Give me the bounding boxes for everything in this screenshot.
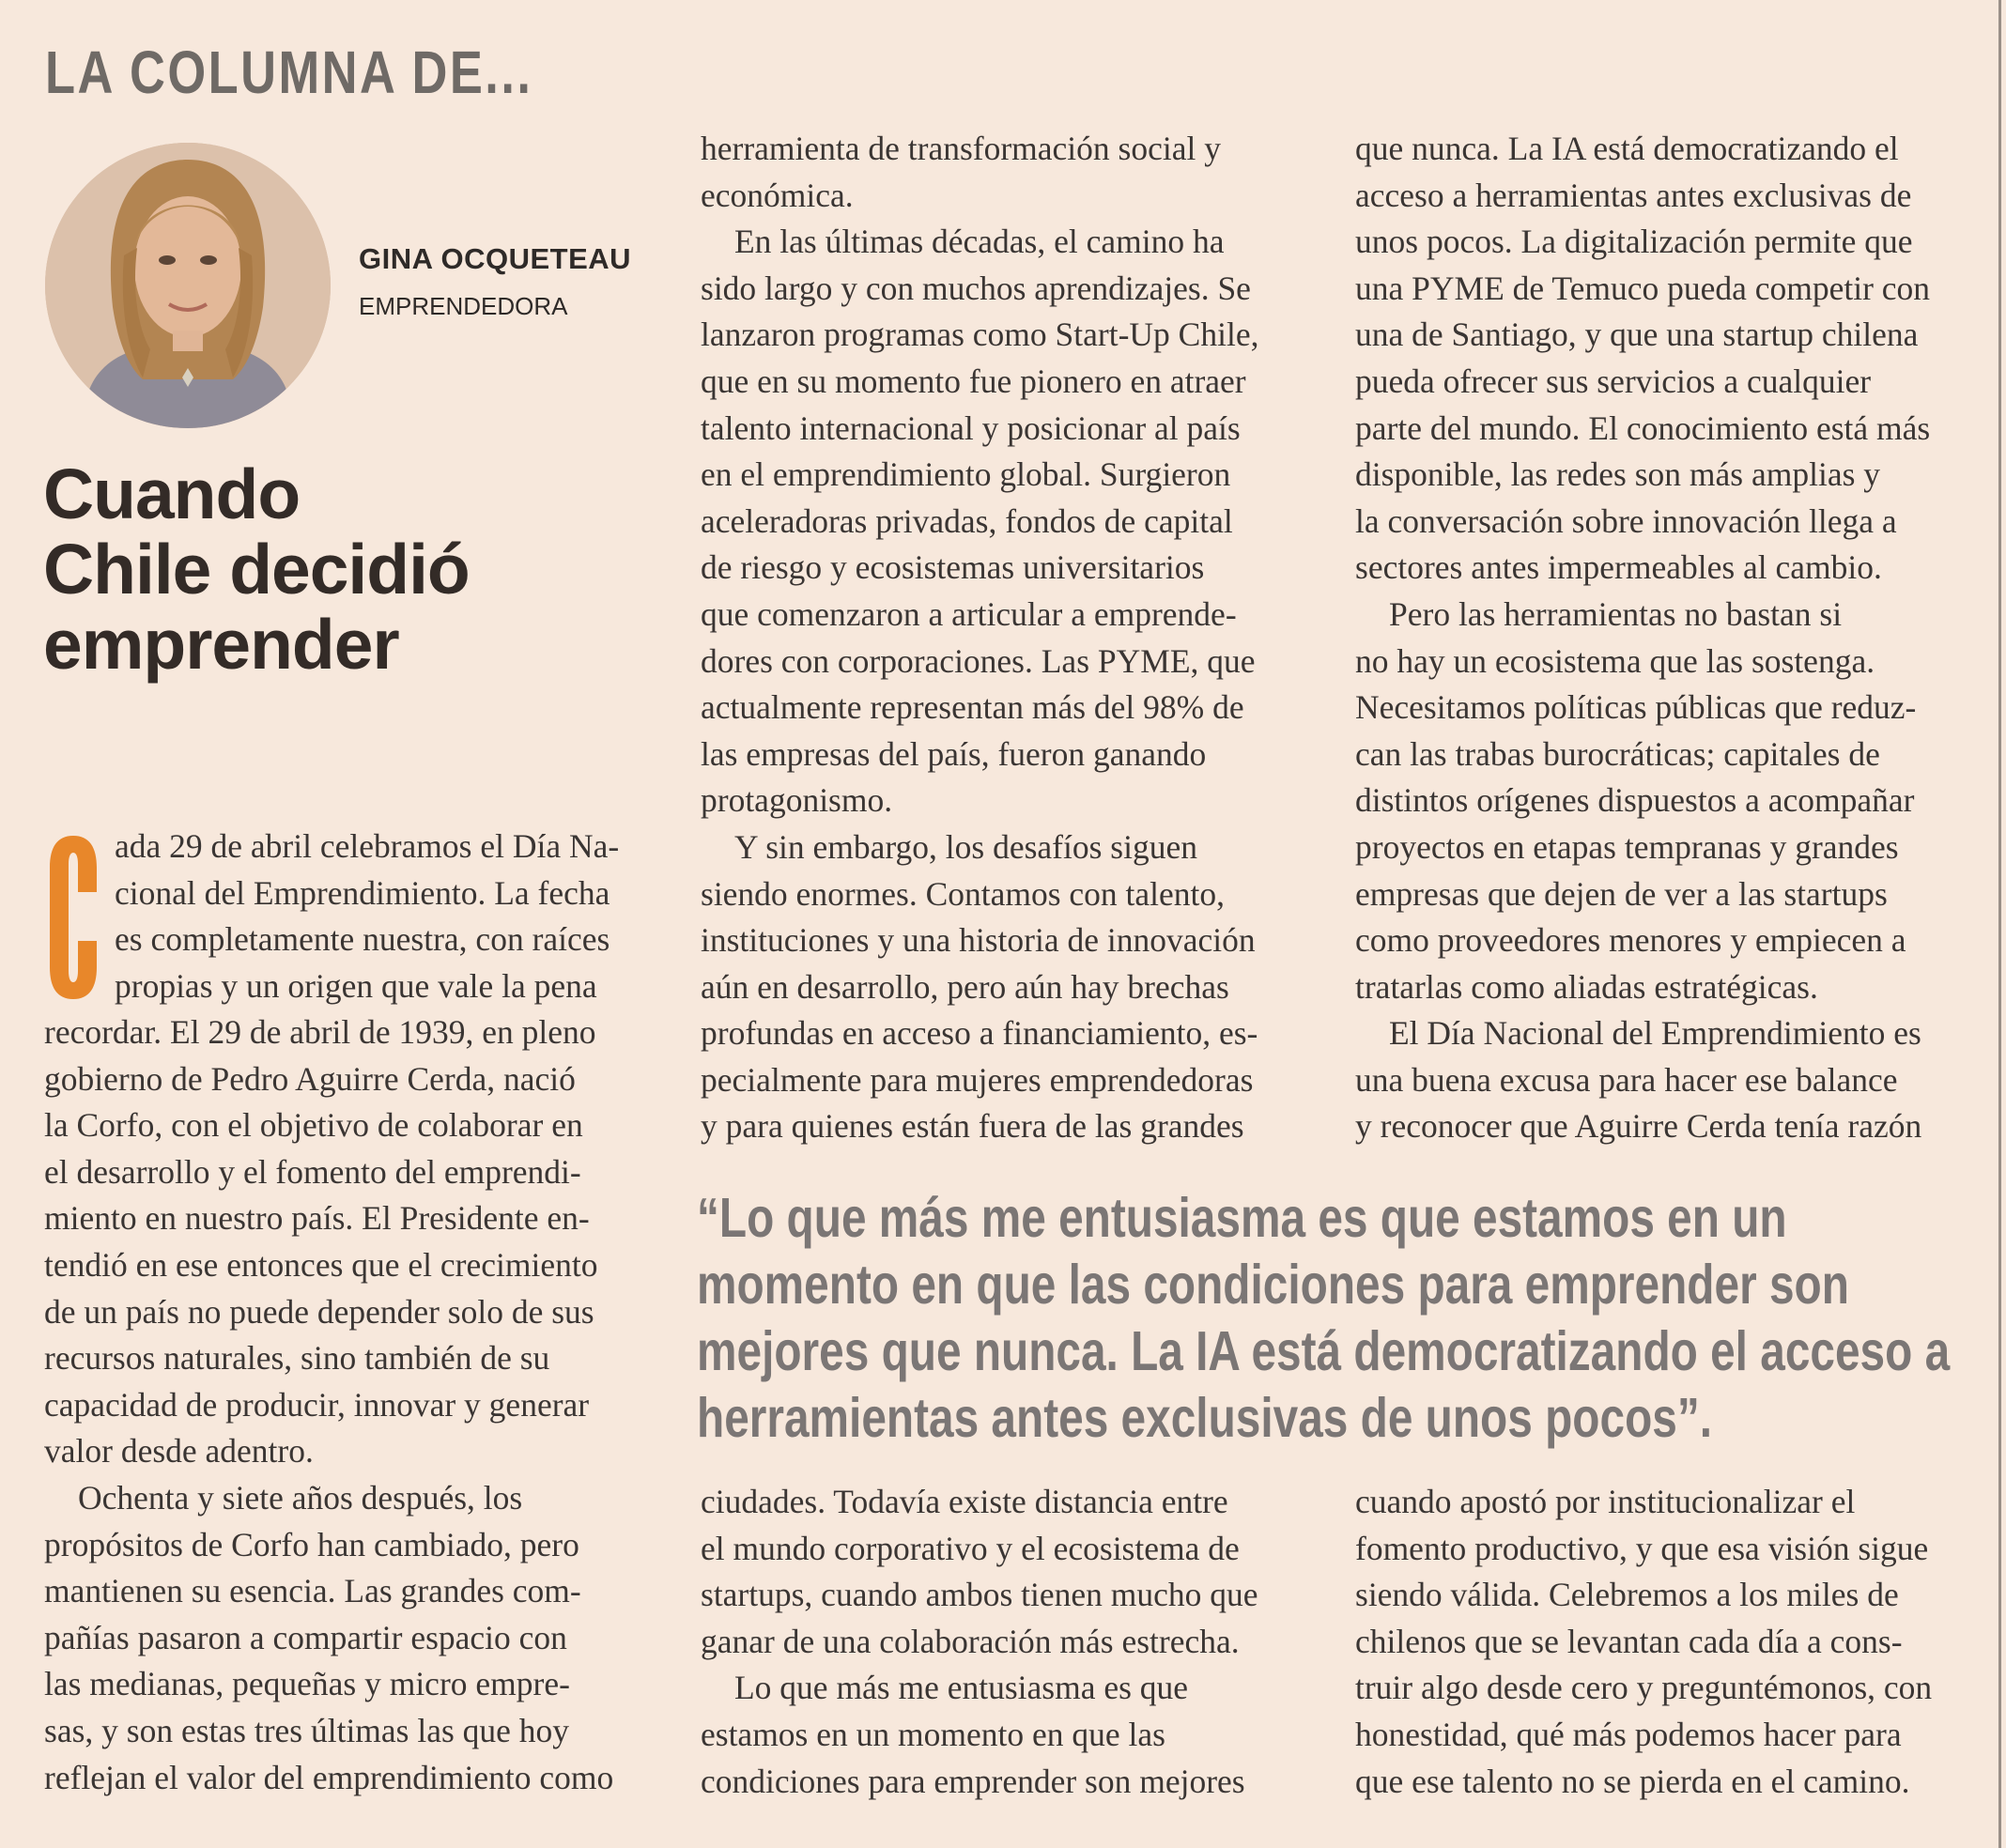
author-name: GINA OCQUETEAU xyxy=(359,242,632,275)
text-line: el desarrollo y el fomento del emprendi- xyxy=(44,1152,581,1191)
text-line: profundas en acceso a financiamiento, es- xyxy=(701,1014,1258,1053)
text-line: y reconocer que Aguirre Cerda tenía razón xyxy=(1355,1107,1922,1146)
text-line: pecialmente para mujeres emprendedoras xyxy=(701,1060,1254,1099)
text-line: que nunca. La IA está democratizando el xyxy=(1355,130,1899,167)
text-line: chilenos que se levantan cada día a cons- xyxy=(1355,1622,1903,1660)
text-line: Necesitamos políticas públicas que reduz- xyxy=(1355,688,1917,727)
column-1-dropcap-lines xyxy=(115,824,619,1009)
author-portrait xyxy=(45,143,331,428)
pull-quote-line: herramientas antes exclusivas de unos pocos”. xyxy=(697,1387,1713,1449)
text-line: parte del mundo. El conocimiento está más xyxy=(1355,408,1931,447)
text-line: una PYME de Temuco pueda competir con xyxy=(1355,269,1931,307)
text-line: gobierno de Pedro Aguirre Cerda, nació xyxy=(44,1059,576,1098)
text-line: en el emprendimiento global. Surgieron xyxy=(701,455,1231,494)
text-line: ciudades. Todavía existe distancia entre xyxy=(701,1483,1228,1520)
text-line: miento en nuestro país. El Presidente en- xyxy=(44,1199,590,1238)
text-line: Lo que más me entusiasma es que xyxy=(734,1669,1189,1707)
text-line: que ese talento no se pierda en el camino. xyxy=(1355,1762,1910,1800)
text-line: Pero las herramientas no bastan si xyxy=(1389,594,1843,633)
text-line: pañías pasaron a compartir espacio con xyxy=(44,1618,567,1656)
text-line: recordar. El 29 de abril de 1939, en pleno xyxy=(44,1013,596,1051)
text-line: unos pocos. La digitalización permite que xyxy=(1355,223,1913,261)
text-line: aceleradoras privadas, fondos de capital xyxy=(701,501,1233,540)
text-line: ada 29 de abril celebramos el Día Na- xyxy=(115,827,620,865)
text-line: siendo válida. Celebremos a los miles de xyxy=(1355,1576,1899,1614)
column-3-bottom xyxy=(1355,1479,1932,1805)
pull-quote-line: “Lo que más me entusiasma es que estamos en un xyxy=(697,1187,1787,1249)
text-line: mantienen su esencia. Las grandes com- xyxy=(44,1572,581,1610)
drop-cap xyxy=(44,830,102,1005)
text-line: disponible, las redes son más amplias y xyxy=(1355,455,1881,494)
text-line: no hay un ecosistema que las sostenga. xyxy=(1355,641,1875,680)
text-line: lanzaron programas como Start-Up Chile, xyxy=(701,316,1259,354)
text-line: de un país no puede depender solo de sus xyxy=(44,1292,594,1331)
text-line: actualmente representan más del 98% de xyxy=(701,688,1244,727)
text-line: propósitos de Corfo han cambiado, pero xyxy=(44,1525,579,1563)
text-line: las empresas del país, fueron ganando xyxy=(701,734,1207,773)
text-line: una buena excusa para hacer ese balance xyxy=(1355,1060,1898,1099)
text-line: aún en desarrollo, pero aún hay brechas xyxy=(701,967,1229,1006)
text-line: En las últimas décadas, el camino ha xyxy=(734,223,1225,261)
text-line: sido largo y con muchos aprendizajes. Se xyxy=(701,269,1251,307)
text-line: condiciones para emprender son mejores xyxy=(701,1762,1245,1800)
text-line: talento internacional y posicionar al país xyxy=(701,408,1241,447)
headline-line: Chile decidió xyxy=(43,530,470,608)
text-line: sas, y son estas tres últimas las que hoy xyxy=(44,1711,570,1749)
headline-line: emprender xyxy=(43,605,399,684)
text-line: recursos naturales, sino también de su xyxy=(44,1339,550,1378)
text-line: pueda ofrecer sus servicios a cualquier xyxy=(1355,362,1872,400)
text-line: y para quienes están fuera de las grandes xyxy=(701,1107,1244,1146)
text-line: como proveedores menores y empiecen a xyxy=(1355,921,1906,960)
text-line: dores con corporaciones. Las PYME, que xyxy=(701,641,1256,680)
text-line: una de Santiago, y que una startup chilena xyxy=(1355,316,1919,354)
text-line: truir algo desde cero y preguntémonos, con xyxy=(1355,1669,1933,1707)
text-line: las medianas, pequeñas y micro empre- xyxy=(44,1665,570,1703)
text-line: sectores antes impermeables al cambio. xyxy=(1355,548,1882,587)
text-line: tratarlas como aliadas estratégicas. xyxy=(1355,967,1818,1006)
text-line: fomento productivo, y que esa visión sigue xyxy=(1355,1529,1929,1567)
text-line: que comenzaron a articular a emprende- xyxy=(701,594,1237,633)
text-line: can las trabas burocráticas; capitales de xyxy=(1355,734,1880,773)
text-line: ganar de una colaboración más estrecha. xyxy=(701,1622,1240,1660)
text-line: capacidad de producir, innovar y generar xyxy=(44,1385,590,1424)
text-line: la conversación sobre innovación llega a xyxy=(1355,501,1897,540)
author-role: EMPRENDEDORA xyxy=(359,292,568,320)
text-line: propias y un origen que vale la pena xyxy=(115,966,597,1005)
section-label: LA COLUMNA DE... xyxy=(45,38,533,106)
text-line: el mundo corporativo y el ecosistema de xyxy=(701,1529,1240,1567)
text-line: valor desde adentro. xyxy=(44,1432,314,1471)
text-line: Ochenta y siete años después, los xyxy=(78,1478,523,1517)
text-line: honestidad, qué más podemos hacer para xyxy=(1355,1715,1902,1753)
text-line: herramienta de transformación social y xyxy=(701,130,1221,167)
text-line: El Día Nacional del Emprendimiento es xyxy=(1389,1014,1921,1053)
headline-line: Cuando xyxy=(43,454,301,533)
pull-quote xyxy=(697,1185,1951,1452)
pull-quote-line: momento en que las condiciones para emprender son xyxy=(697,1254,1849,1316)
page-edge-rule xyxy=(1998,0,2001,1848)
text-line: de riesgo y ecosistemas universitarios xyxy=(701,548,1205,587)
column-3-top xyxy=(1355,126,1930,1150)
column-1 xyxy=(44,1009,613,1801)
column-2-top xyxy=(701,126,1258,1150)
text-line: protagonismo. xyxy=(701,781,893,820)
text-line: la Corfo, con el objetivo de colaborar en xyxy=(44,1106,583,1145)
text-line: proyectos en etapas tempranas y grandes xyxy=(1355,827,1899,866)
text-line: estamos en un momento en que las xyxy=(701,1715,1165,1753)
text-line: acceso a herramientas antes exclusivas de xyxy=(1355,176,1912,214)
text-line: es completamente nuestra, con raíces xyxy=(115,920,610,959)
text-line: Y sin embargo, los desafíos siguen xyxy=(734,827,1197,866)
drop-cap-letter: C xyxy=(44,830,45,831)
text-line: siendo enormes. Contamos con talento, xyxy=(701,874,1226,913)
column-2-bottom xyxy=(701,1479,1258,1805)
text-line: tendió en ese entonces que el crecimiento xyxy=(44,1245,598,1284)
text-line: económica. xyxy=(701,176,854,214)
text-line: reflejan el valor del emprendimiento como xyxy=(44,1758,614,1796)
text-line: cional del Emprendimiento. La fecha xyxy=(115,873,610,912)
text-line: cuando apostó por institucionalizar el xyxy=(1355,1483,1856,1520)
text-line: que en su momento fue pionero en atraer xyxy=(701,362,1246,400)
pull-quote-line: mejores que nunca. La IA está democratizando el acceso a xyxy=(697,1320,1951,1382)
text-line: empresas que dejen de ver a las startups xyxy=(1355,874,1888,913)
article-headline xyxy=(43,456,644,682)
text-line: distintos orígenes dispuestos a acompañar xyxy=(1355,781,1915,820)
text-line: startups, cuando ambos tienen mucho que xyxy=(701,1576,1258,1614)
text-line: instituciones y una historia de innovación xyxy=(701,921,1256,960)
